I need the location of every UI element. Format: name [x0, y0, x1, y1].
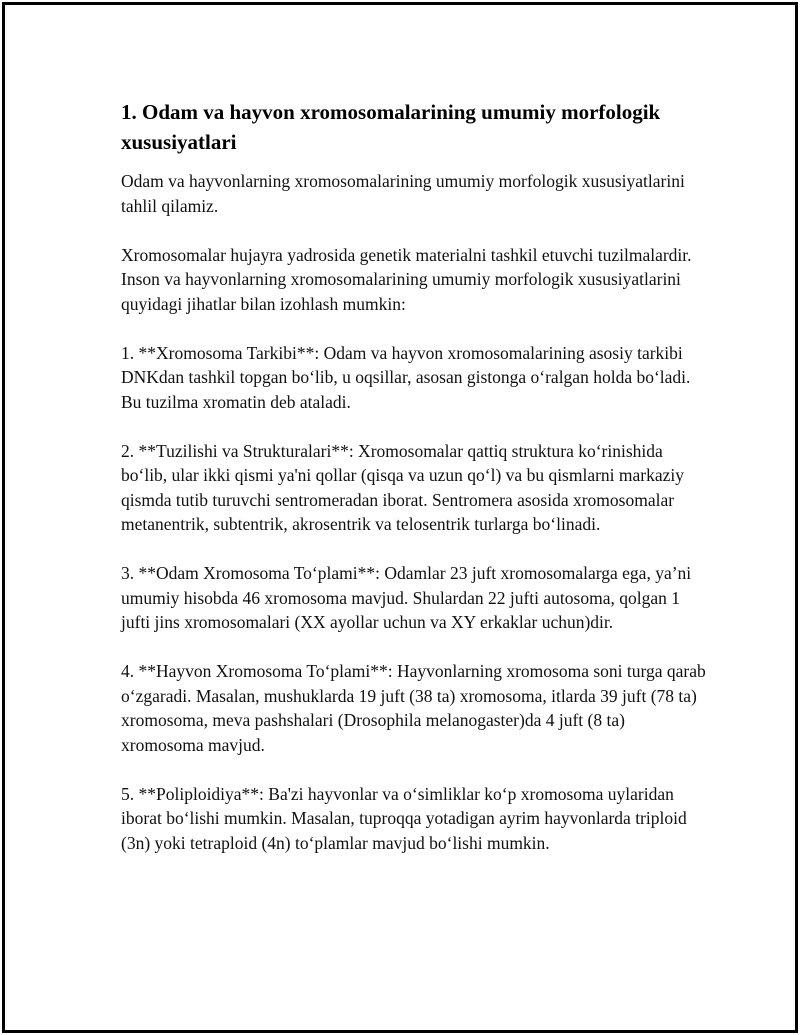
list-item-polyploidy: 5. **Poliploidiya**: Ba'zi hayvonlar va o‘simliklar ko‘p xromosoma uylaridan iborat bo‘lishi mumkin. Masalan, tuproqqa yotadigan ayrim hayvonlarda triploid (3n) yoki tetraploid (4n) to‘plamlar mavjud bo‘lishi mumkin. — [121, 783, 687, 853]
list-item-structure: 2. **Tuzilishi va Strukturalari**: Xromosomalar qattiq struktura ko‘rinishida bo‘lib, ular ikki qismi ya'ni qollar (qisqa va uzun qo‘l) va bu qismlarni markaziy qismda tutib turuvchi sentromeradan iborat. Sentromera asosida xromosomalar metanentrik, subtentrik, akrosentrik va telosentrik turlarga bo‘linadi. — [121, 440, 685, 534]
page-frame — [2, 2, 798, 1033]
overview-paragraph: Xromosomalar hujayra yadrosida genetik materialni tashkil etuvchi tuzilmalardir. Inson va hayvonlarning xromosomalarining umumiy morfologik xususiyatlarini quyidagi jihatlar bilan izohlash mumkin: — [121, 244, 692, 314]
section-heading: 1. Odam va hayvon xromosomalarining umumiy morfologik xususiyatlari — [121, 100, 661, 154]
document-body — [121, 97, 711, 880]
list-item-composition: 1. **Xromosoma Tarkibi**: Odam va hayvon xromosomalarining asosiy tarkibi DNKdan tashkil topgan bo‘lib, u oqsillar, asosan gistonga o‘ralgan holda bo‘ladi. Bu tuzilma xromatin deb ataladi. — [121, 342, 691, 412]
list-item-animal-set: 4. **Hayvon Xromosoma To‘plami**: Hayvonlarning xromosoma soni turga qarab o‘zgaradi. Masalan, mushuklarda 19 juft (38 ta) xromosoma, itlarda 39 juft (78 ta) xromosoma, meva pashshalari (Drosophila melanogaster)da 4 juft (8 ta) xromosoma mavjud. — [121, 661, 706, 755]
list-item-human-set: 3. **Odam Xromosoma To‘plami**: Odamlar 23 juft xromosomalarga ega, ya’ni umumiy hisobda 46 xromosoma mavjud. Shulardan 22 jufti autosoma, qolgan 1 jufti jins xromosomalari (XX ayollar uchun va XY erkaklar uchun)dir. — [121, 563, 692, 632]
intro-paragraph: Odam va hayvonlarning xromosomalarining umumiy morfologik xususiyatlarini tahlil qilamiz. — [121, 171, 685, 216]
